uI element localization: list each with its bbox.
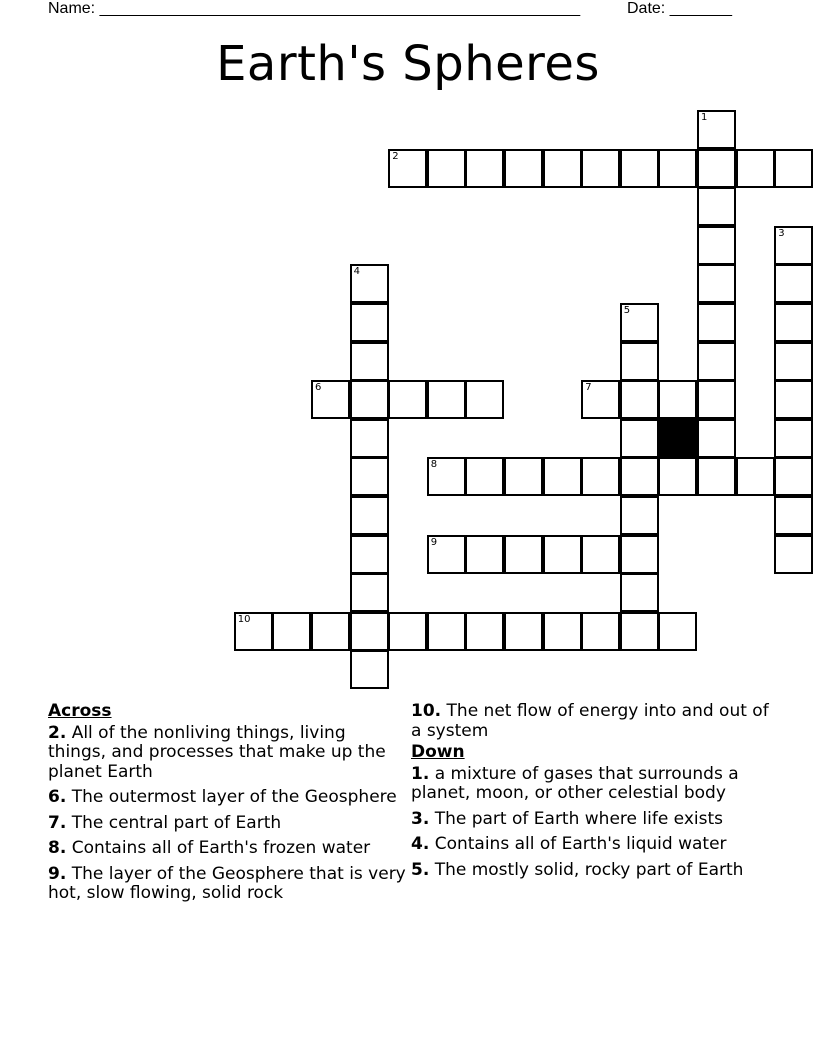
crossword-cell[interactable] [658,380,697,419]
crossword-cell[interactable] [504,149,543,188]
crossword-cell[interactable] [465,535,504,574]
clue-number: 4 [353,266,360,278]
crossword-cell[interactable] [350,535,389,574]
crossword-cell[interactable] [388,149,427,188]
crossword-cell[interactable] [504,457,543,496]
crossword-cell[interactable] [658,149,697,188]
crossword-cell[interactable] [581,149,620,188]
crossword-cell[interactable] [465,380,504,419]
crossword-cell[interactable] [427,149,466,188]
clue-number: 10 [237,613,251,625]
name-field[interactable]: Name: ______________________________________________________ [48,0,581,17]
clue-number: 7 [585,382,592,394]
clue-number: 3 [778,227,785,239]
crossword-cell[interactable] [620,573,659,612]
crossword-cell[interactable] [427,380,466,419]
crossword-cell[interactable] [427,457,466,496]
crossword-cell[interactable] [350,380,389,419]
clue-across-9: 9. The layer of the Geosphere that is very hot, slow flowing, solid rock [48,863,406,903]
clue-number: 5 [623,305,631,316]
crossword-cell[interactable] [581,535,620,574]
crossword-cell[interactable] [581,612,620,651]
clue-across-8: 8. Contains all of Earth's frozen water [48,838,371,858]
crossword-cell[interactable] [427,612,466,651]
date-field[interactable]: Date: _______ [627,0,732,17]
clue-number: 6 [315,382,322,394]
clue-down-4: 4. Contains all of Earth's liquid water [411,834,727,854]
crossword-cell[interactable] [620,496,659,535]
page-title: Earth's Spheres [216,36,600,92]
crossword-cell[interactable] [427,535,466,574]
crossword-cell[interactable] [774,303,813,342]
crossword-cell[interactable] [774,457,813,496]
crossword-cell[interactable] [620,419,659,458]
crossword-cell[interactable] [388,380,427,419]
crossword-cell[interactable] [736,149,775,188]
crossword-cell[interactable] [350,419,389,458]
clue-down-1: 1. a mixture of gases that surrounds a planet, moon, or other celestial body [411,763,739,803]
crossword-cell[interactable] [774,226,813,265]
crossword-cell[interactable] [234,612,273,651]
clue-across-2: 2. All of the nonliving things, living things, and processes that make up the planet Earth [48,722,386,782]
crossword-cell[interactable] [736,457,775,496]
crossword-cell[interactable] [350,650,389,689]
crossword-cell[interactable] [465,149,504,188]
crossword-cell[interactable] [504,535,543,574]
crossword-cell[interactable] [543,149,582,188]
crossword-cell[interactable] [620,457,659,496]
clue-across-6: 6. The outermost layer of the Geosphere [48,787,397,807]
crossword-cell[interactable] [620,535,659,574]
crossword-cell[interactable] [620,303,659,342]
crossword-cell[interactable] [543,457,582,496]
crossword-cell[interactable] [697,457,736,496]
crossword-cell[interactable] [697,380,736,419]
crossword-cell[interactable] [465,457,504,496]
clue-number: 1 [701,112,708,123]
crossword-cell[interactable] [774,380,813,419]
crossword-cell[interactable] [774,419,813,458]
crossword-cell[interactable] [465,612,504,651]
crossword-cell[interactable] [697,419,736,458]
crossword-cell[interactable] [697,342,736,381]
clue-down-5: 5. The mostly solid, rocky part of Earth [411,859,744,880]
crossword-cell[interactable] [504,612,543,651]
crossword-black-cell [658,419,697,458]
crossword-cell[interactable] [697,149,736,188]
crossword-cell[interactable] [350,264,389,303]
right-column-clues [411,702,781,886]
crossword-cell[interactable] [774,149,813,188]
crossword-cell[interactable] [620,342,659,381]
crossword-cell[interactable] [350,303,389,342]
crossword-cell[interactable] [774,342,813,381]
clue-number: 8 [430,459,438,471]
across-clues [48,702,408,910]
crossword-cell[interactable] [620,149,659,188]
crossword-cell[interactable] [350,612,389,651]
down-heading: Down [411,742,465,762]
clue-number: 2 [392,150,399,162]
crossword-cell[interactable] [774,264,813,303]
crossword-cell[interactable] [388,612,427,651]
across-heading: Across [48,701,112,721]
crossword-cell[interactable] [581,380,620,419]
crossword-cell[interactable] [350,457,389,496]
crossword-cell[interactable] [350,573,389,612]
clue-across-7: 7. The central part of Earth [48,812,282,833]
crossword-cell[interactable] [658,612,697,651]
crossword-cell[interactable] [697,303,736,342]
crossword-cell[interactable] [272,612,311,651]
crossword-cell[interactable] [697,110,736,149]
crossword-cell[interactable] [774,496,813,535]
crossword-cell[interactable] [311,380,350,419]
crossword-cell[interactable] [620,612,659,651]
crossword-cell[interactable] [620,380,659,419]
crossword-cell[interactable] [697,187,736,226]
crossword-cell[interactable] [350,342,389,381]
clue-number: 9 [430,536,438,548]
crossword-cell[interactable] [581,457,620,496]
crossword-cell[interactable] [774,535,813,574]
crossword-cell[interactable] [311,612,350,651]
crossword-cell[interactable] [658,457,697,496]
crossword-cell[interactable] [543,535,582,574]
crossword-cell[interactable] [697,264,736,303]
crossword-cell[interactable] [350,496,389,535]
clue-down-3: 3. The part of Earth where life exists [411,808,724,829]
crossword-cell[interactable] [697,226,736,265]
clue-across-10: 10. The net flow of energy into and out of a system [411,701,769,741]
crossword-cell[interactable] [543,612,582,651]
